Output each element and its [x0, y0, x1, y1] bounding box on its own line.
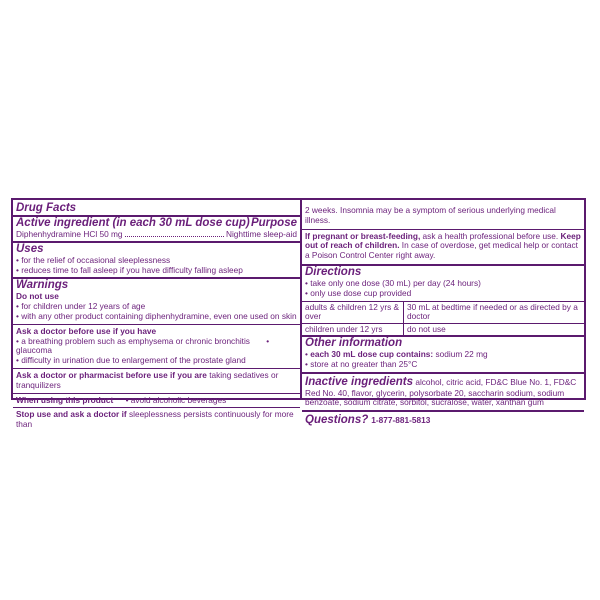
do-not-use-item: • for children under 12 years of age: [13, 302, 300, 312]
table-cell: do not use: [404, 323, 585, 335]
uses-item: • for the relief of occasional sleeplessness: [13, 256, 300, 266]
uses-item: • reduces time to fall asleep if you have difficulty falling asleep: [13, 266, 300, 276]
stop-use-block: [13, 408, 300, 430]
directions-heading: Directions: [305, 265, 362, 278]
inactive-ingredients-heading: Inactive ingredients: [305, 375, 414, 388]
warnings-heading: Warnings: [16, 279, 69, 292]
ask-doctor-item: • a breathing problem such as emphysema or chronic bronchitis: [16, 336, 250, 346]
pregnancy-block: [302, 230, 584, 266]
inactive-ingredients-section: [302, 374, 584, 413]
uses-section: [13, 243, 300, 280]
stop-use-continued: 2 weeks. Insomnia may be a symptom of serious underlying medical illness.: [302, 200, 584, 230]
directions-item: • take only one dose (30 mL) per day (24 hours): [302, 279, 584, 289]
keep-out-heading: Keep out of reach of children.: [305, 230, 581, 251]
active-ingredient-section: [13, 217, 300, 243]
other-info-item: • store at no greater than 25°C: [302, 360, 584, 370]
drug-facts-title: Drug Facts: [13, 200, 300, 217]
other-info-item-text: sodium 22 mg: [433, 349, 488, 360]
ask-pharmacist-heading: Ask a doctor or pharmacist before use if you are: [16, 369, 207, 380]
pregnant-text: ask a health professional before use.: [420, 230, 559, 241]
directions-table: [302, 301, 584, 336]
keep-out-text: In case of overdose, get medical help or contact a Poison Control Center right away.: [305, 240, 578, 261]
other-information-section: [302, 337, 584, 374]
inactive-ingredients-text: alcohol, citric acid, FD&C Blue No. 1, FD&C Red No. 40, flavor, glycerin, polysorbate 20, saccharin sodium, sodium benzoate, sodium citrate, sorbitol, sucralose, water, xanthan gum: [305, 376, 577, 408]
directions-item: • only use dose cup provided: [302, 289, 584, 301]
ask-doctor-item: • difficulty in urination due to enlargement of the prostate gland: [13, 356, 300, 366]
other-info-item-heading: each 30 mL dose cup contains:: [310, 349, 434, 360]
purpose-heading: Purpose: [250, 217, 297, 229]
questions-heading: Questions?: [305, 414, 369, 427]
other-information-heading: Other information: [305, 337, 403, 350]
dot-leader: [125, 236, 224, 237]
table-row: [302, 323, 584, 335]
table-cell: 30 mL at bedtime if needed or as directed by a doctor: [404, 301, 585, 323]
do-not-use-heading: Do not use: [16, 291, 59, 302]
warnings-section: [13, 279, 300, 430]
active-ingredient-heading: Active ingredient (in each 30 mL dose cup): [16, 217, 250, 229]
directions-section: [302, 266, 584, 337]
questions-phone: 1-877-881-5813: [371, 415, 431, 426]
ask-doctor-heading: Ask a doctor before use if you have: [16, 325, 157, 336]
uses-heading: Uses: [16, 242, 44, 255]
when-using-block: [13, 394, 300, 409]
ask-pharmacist-block: [13, 369, 300, 394]
active-ingredient-name: Diphenhydramine HCl 50 mg: [16, 229, 123, 239]
ask-pharmacist-text: taking sedatives or tranquilizers: [16, 369, 279, 390]
active-ingredient-purpose: Nighttime sleep-aid: [225, 229, 297, 239]
when-using-heading: When using this product: [16, 394, 114, 405]
when-using-text: • avoid alcoholic beverages: [126, 395, 227, 405]
table-cell: adults & children 12 yrs & over: [302, 301, 404, 323]
ask-doctor-item: • glaucoma: [16, 336, 269, 356]
table-row: [302, 301, 584, 323]
pregnant-heading: If pregnant or breast-feeding,: [305, 230, 421, 241]
ask-doctor-block: [13, 325, 300, 369]
questions-section: [302, 412, 584, 427]
stop-use-text: sleeplessness persists continuously for more than: [16, 409, 294, 430]
stop-use-heading: Stop use and ask a doctor if: [16, 409, 127, 420]
left-column: [13, 200, 302, 430]
drug-facts-panel: [11, 198, 586, 430]
right-column: [302, 200, 584, 427]
table-cell: children under 12 yrs: [302, 323, 404, 335]
do-not-use-block: [13, 292, 300, 324]
do-not-use-item: • with any other product containing diphenhydramine, even one used on skin: [13, 312, 300, 322]
